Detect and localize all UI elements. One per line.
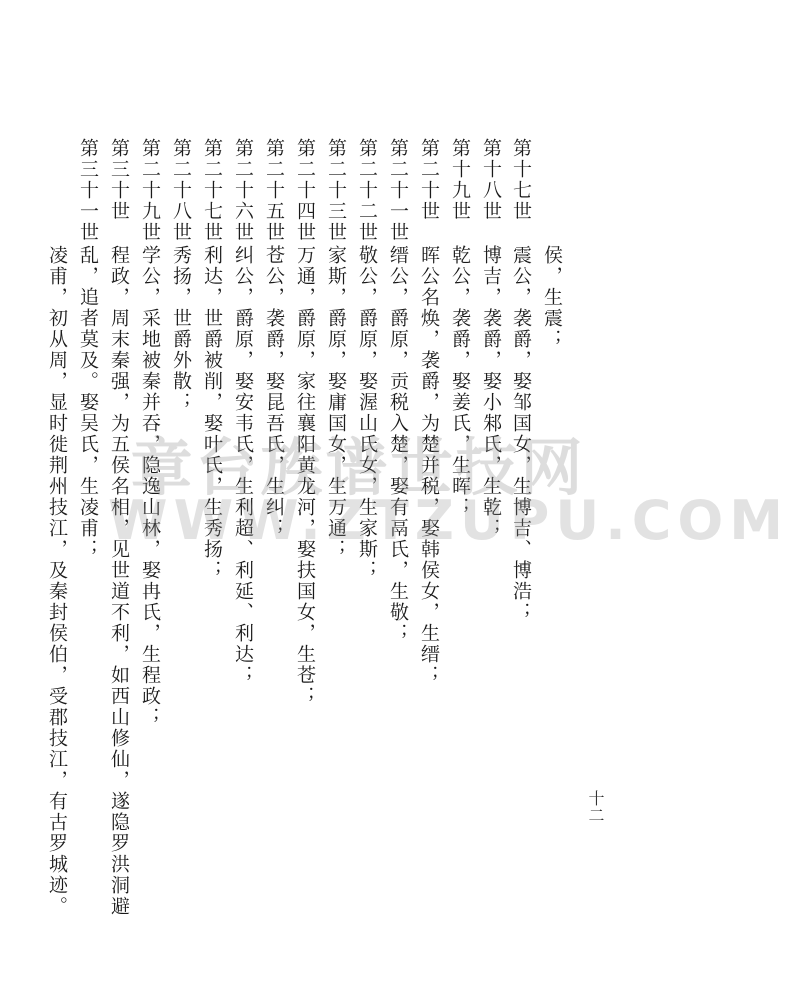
generation-label: 第二十一世 (387, 138, 409, 243)
genealogy-text-line: 利达，世爵被削，娶叶氏，生秀扬； (201, 245, 223, 581)
genealogy-text-line: 秀扬，世爵外散； (170, 245, 192, 413)
genealogy-text-line: 缙公，爵原，贡税入楚，娶有鬲氏，生敬； (387, 245, 409, 644)
genealogy-text-line: 程政，周末秦强，为五侯名相，见世道不利，如西山修仙，遂隐罗洪洞避 (108, 245, 130, 917)
page-number: 十二 (586, 790, 605, 824)
generation-label: 第二十四世 (294, 138, 316, 243)
genealogy-text-line: 家斯，爵原，娶庸国女，生万通； (325, 245, 347, 560)
generation-label: 第十七世 (510, 138, 532, 222)
genealogy-text-line: 乱，追者莫及。娶吴氏，生凌甫； (77, 245, 99, 560)
watermark-text-cn: 章台族谱世技网 (130, 431, 586, 504)
generation-label: 第三十一世 (77, 138, 99, 243)
generation-label: 第二十三世 (325, 138, 347, 243)
genealogy-text-line: 晖公名焕，袭爵，为楚并税，娶韩侯女，生缙； (418, 245, 440, 686)
genealogy-text-line: 敬公，爵原，娶渥山氏女，生家斯； (356, 245, 378, 581)
generation-label: 第二十世 (418, 138, 440, 222)
genealogy-text-line: 万通，爵原，家往襄阳黄龙河，娶扶国女，生苍； (294, 245, 316, 707)
generation-label: 第二十二世 (356, 138, 378, 243)
generation-label: 第二十六世 (232, 138, 254, 243)
genealogy-text-line: 凌甫，初从周，显时徙荆州技江，及秦封侯伯，受郡技江，有古罗城迹。 (46, 245, 68, 917)
genealogy-text-line: 纠公，爵原，娶安韦氏，生利超、利延、利达； (232, 245, 254, 686)
watermark-text-en: WWW.ZTZUPU.COM (108, 489, 789, 552)
generation-label: 第十九世 (449, 138, 471, 222)
generation-label: 第二十五世 (263, 138, 285, 243)
generation-label: 第三十世 (108, 138, 130, 222)
generation-label: 第二十七世 (201, 138, 223, 243)
generation-label: 第二十九世 (139, 138, 161, 243)
generation-label: 第二十八世 (170, 138, 192, 243)
genealogy-text-line: 博吉，袭爵，娶小邾氏，生乾； (480, 245, 502, 539)
genealogy-text-line: 苍公，袭爵，娶昆吾氏，生纠； (263, 245, 285, 539)
genealogy-text-line: 震公，袭爵，娶邹国女，生博吉、博浩； (510, 245, 532, 623)
genealogy-text-line: 乾公，袭爵，娶姜氏，生晖； (449, 245, 471, 518)
genealogy-text-line: 侯，生震； (541, 245, 563, 350)
genealogy-text-line: 学公，采地被秦并吞，隐逸山林，娶冉氏，生程政； (139, 245, 161, 728)
generation-label: 第十八世 (480, 138, 502, 222)
